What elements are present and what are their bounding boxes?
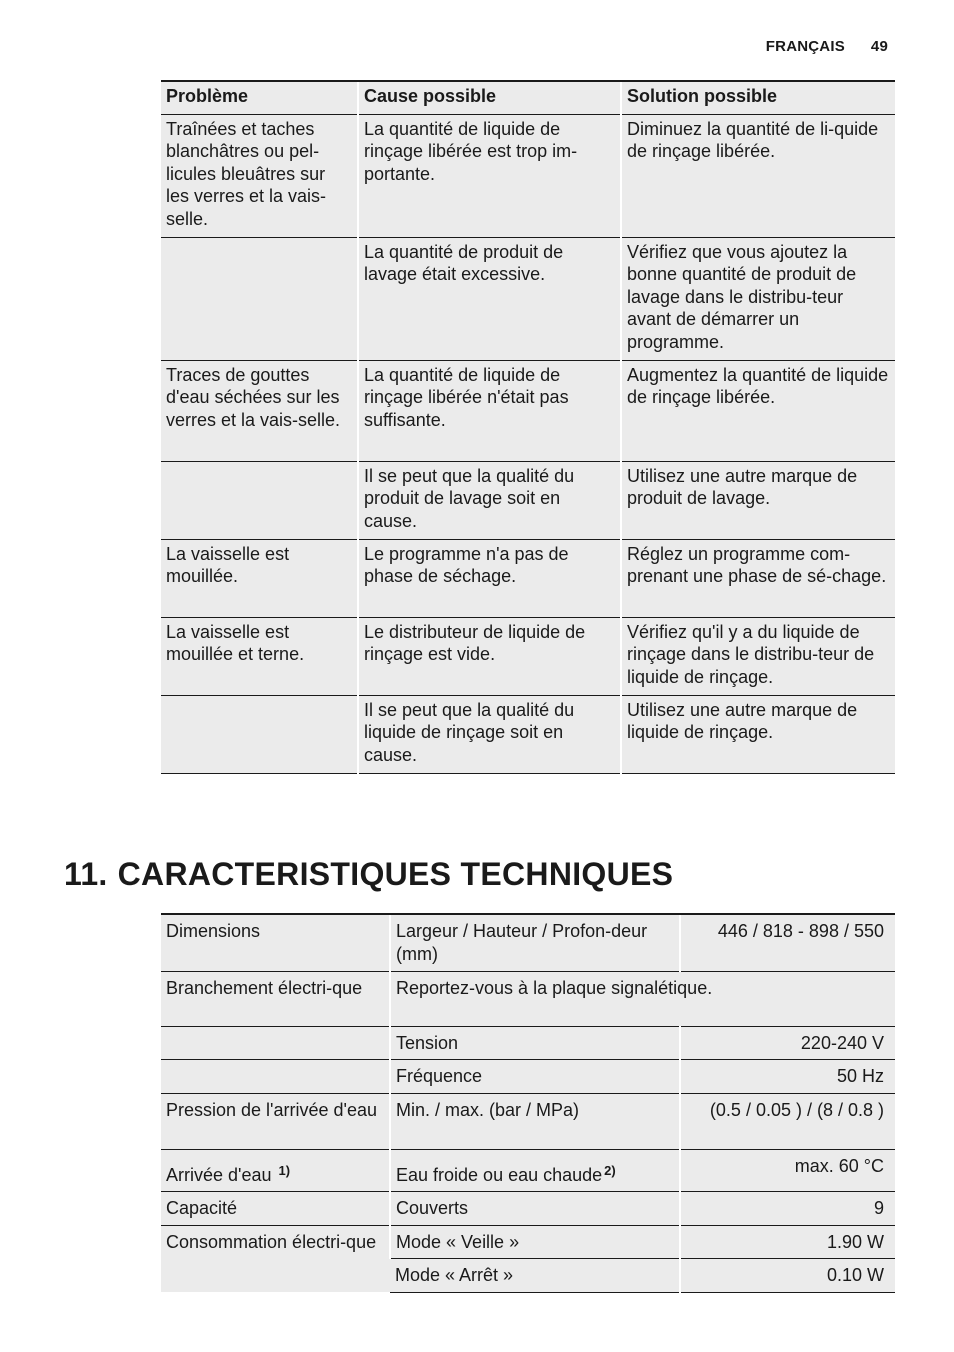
table-row <box>161 237 895 360</box>
spec-label <box>161 1149 390 1192</box>
page-number: 49 <box>870 38 888 55</box>
spec-desc: Reportez-vous à la plaque signalétique. <box>390 971 895 1026</box>
spec-label: Capacité <box>161 1192 390 1226</box>
spec-desc: Fréquence <box>390 1060 680 1094</box>
cause-cell: Le programme n'a pas de phase de séchage. <box>358 539 621 617</box>
spec-value: 1.90 W <box>680 1225 895 1259</box>
spec-desc-text: Eau froide ou eau chaude <box>396 1164 603 1185</box>
spec-desc: Tension <box>390 1026 680 1060</box>
spec-label-empty <box>161 1026 390 1060</box>
problem-cell <box>161 695 358 773</box>
spec-row-frequency <box>161 1060 895 1094</box>
spec-label-empty <box>161 1060 390 1094</box>
problem-cell: Traînées et taches blanchâtres ou pel-licules bleuâtres sur les verres et la vais-selle. <box>161 114 358 237</box>
language-label: FRANÇAIS <box>765 38 845 55</box>
solution-cell: Réglez un programme com-prenant une phase de sé-chage. <box>621 539 895 617</box>
spec-desc: Min. / max. (bar / MPa) <box>390 1093 680 1149</box>
spec-row-water-supply <box>161 1149 895 1192</box>
spec-value: 446 / 818 - 898 / 550 <box>680 914 895 971</box>
page-header <box>766 38 888 55</box>
spec-value: (0.5 / 0.05 ) / (8 / 0.8 ) <box>680 1093 895 1149</box>
spec-value: 50 Hz <box>680 1060 895 1094</box>
problem-cell: La vaisselle est mouillée et terne. <box>161 617 358 695</box>
spec-desc: Largeur / Hauteur / Profon-deur (mm) <box>390 914 680 971</box>
table-row <box>161 114 895 237</box>
problem-cell: Traces de gouttes d'eau séchées sur les verres et la vais-selle. <box>161 360 358 461</box>
spec-desc: Mode « Veille » <box>390 1225 680 1259</box>
spec-row-electrical <box>161 971 895 1026</box>
footnote-marker: 1) <box>278 1162 291 1178</box>
table-row <box>161 360 895 461</box>
table-row <box>161 539 895 617</box>
solution-cell: Augmentez la quantité de liquide de rinçage libérée. <box>621 360 895 461</box>
column-header-problem: Problème <box>161 81 358 114</box>
cause-cell: Il se peut que la qualité du liquide de rinçage soit en cause. <box>358 695 621 773</box>
cause-cell: La quantité de produit de lavage était excessive. <box>358 237 621 360</box>
table-row <box>161 617 895 695</box>
table-row <box>161 461 895 539</box>
column-header-cause: Cause possible <box>358 81 621 114</box>
problem-cell <box>161 237 358 360</box>
spec-value: 0.10 W <box>680 1259 895 1293</box>
solution-cell: Vérifiez que vous ajoutez la bonne quantité de produit de lavage dans le distribu-teur avant de démarrer un programme. <box>621 237 895 360</box>
footnote-marker: 2) <box>604 1162 616 1178</box>
technical-specs-table <box>161 913 895 1293</box>
spec-desc: Mode « Arrêt » <box>390 1259 680 1293</box>
spec-desc <box>390 1149 680 1192</box>
spec-value: 9 <box>680 1192 895 1226</box>
spec-row-voltage <box>161 1026 895 1060</box>
spec-label: Pression de l'arrivée d'eau <box>161 1093 390 1149</box>
cause-cell: La quantité de liquide de rinçage libérée est trop im-portante. <box>358 114 621 237</box>
spec-label: Branchement électri-que <box>161 971 390 1026</box>
troubleshooting-table <box>161 80 895 774</box>
problem-cell <box>161 461 358 539</box>
section-heading <box>64 852 673 896</box>
solution-cell: Utilisez une autre marque de liquide de rinçage. <box>621 695 895 773</box>
section-title: CARACTERISTIQUES TECHNIQUES <box>117 856 674 892</box>
solution-cell: Diminuez la quantité de li-quide de rinçage libérée. <box>621 114 895 237</box>
spec-row-dimensions <box>161 914 895 971</box>
cause-cell: La quantité de liquide de rinçage libérée n'était pas suffisante. <box>358 360 621 461</box>
table-row <box>161 695 895 773</box>
spec-desc: Couverts <box>390 1192 680 1226</box>
spec-row-standby <box>161 1225 895 1259</box>
spec-row-pressure <box>161 1093 895 1149</box>
spec-value: 220-240 V <box>680 1026 895 1060</box>
problem-cell: La vaisselle est mouillée. <box>161 539 358 617</box>
spec-label: Dimensions <box>161 914 390 971</box>
spec-label: Consommation électri-que <box>161 1225 390 1292</box>
section-number: 11. <box>64 856 108 892</box>
column-header-solution: Solution possible <box>621 81 895 114</box>
table-header-row <box>161 81 895 114</box>
spec-value: max. 60 °C <box>680 1149 895 1192</box>
spec-label-text: Arrivée d'eau <box>166 1164 272 1185</box>
cause-cell: Le distributeur de liquide de rinçage est vide. <box>358 617 621 695</box>
spec-row-capacity <box>161 1192 895 1226</box>
solution-cell: Utilisez une autre marque de produit de lavage. <box>621 461 895 539</box>
cause-cell: Il se peut que la qualité du produit de lavage soit en cause. <box>358 461 621 539</box>
solution-cell: Vérifiez qu'il y a du liquide de rinçage dans le distribu-teur de liquide de rinçage. <box>621 617 895 695</box>
